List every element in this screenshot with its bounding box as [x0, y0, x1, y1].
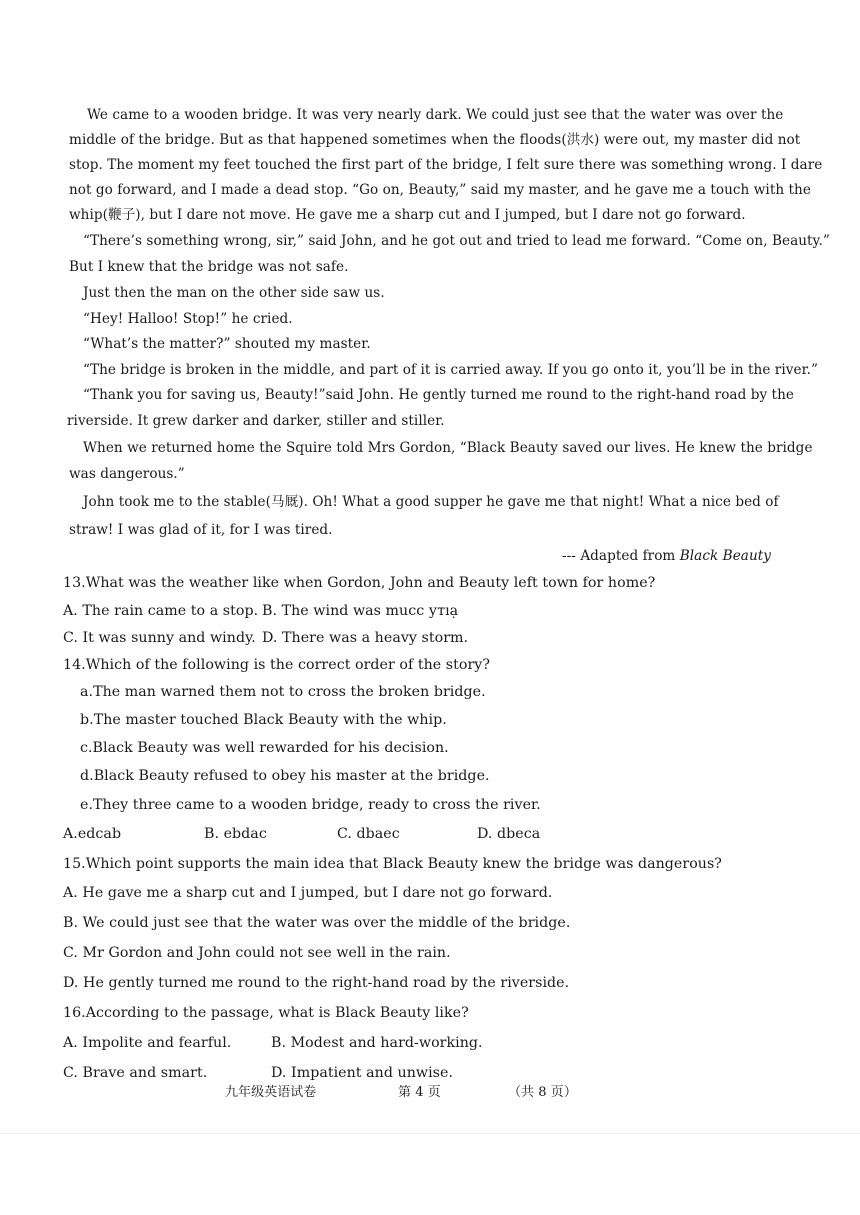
- question-14-event-b: b.The master touched Black Beauty with the whip.: [80, 712, 447, 728]
- question-16-option-d: D. Impatient and unwise.: [271, 1065, 453, 1081]
- question-16-option-c: C. Brave and smart.: [63, 1065, 208, 1081]
- question-13-option-c: C. It was sunny and windy.: [63, 630, 256, 646]
- passage-line: We came to a wooden bridge. It was very nearly dark. We could just see that the water was over the: [87, 107, 784, 123]
- question-13-option-b: B. The wind was mucс утıạ: [262, 603, 459, 619]
- question-15-option-a: A. He gave me a sharp cut and I jumped, but I dare not go forward.: [63, 885, 553, 901]
- question-14-option-d: D. dbeca: [477, 826, 541, 842]
- question-16-stem: 16.According to the passage, what is Black Beauty like?: [63, 1005, 469, 1021]
- passage-line: was dangerous.”: [69, 466, 185, 482]
- question-14-option-a: A.edcab: [63, 826, 122, 842]
- question-13-stem: 13.What was the weather like when Gordon, John and Beauty left town for home?: [63, 575, 656, 591]
- passage-line: “There’s something wrong, sir,” said John, and he got out and tried to lead me forward. “Come on, Beauty.”: [83, 233, 830, 249]
- question-15-stem: 15.Which point supports the main idea that Black Beauty knew the bridge was dangerous?: [63, 856, 722, 872]
- passage-line: “Hey! Halloo! Stop!” he cried.: [83, 311, 293, 327]
- question-14-event-e: e.They three came to a wooden bridge, ready to cross the river.: [80, 797, 541, 813]
- passage-line: When we returned home the Squire told Mrs Gordon, “Black Beauty saved our lives. He knew the bridge: [83, 440, 813, 456]
- question-15-option-c: C. Mr Gordon and John could not see well in the rain.: [63, 945, 451, 961]
- source-prefix: --- Adapted from: [562, 548, 680, 564]
- passage-line: “Thank you for saving us, Beauty!”said John. He gently turned me round to the right-hand road by the: [83, 387, 794, 403]
- question-14-option-b: B. ebdac: [204, 826, 267, 842]
- source-line: [562, 547, 771, 565]
- passage-line: John took me to the stable(马厩). Oh! What a good supper he gave me that night! What a nice bed of: [83, 494, 779, 510]
- passage-line: not go forward, and I made a dead stop. “Go on, Beauty,” said my master, and he gave me a touch with the: [69, 182, 811, 198]
- question-14-event-d: d.Black Beauty refused to obey his master at the bridge.: [80, 768, 490, 784]
- page-edge-divider: [0, 1133, 860, 1134]
- passage-line: “What’s the matter?” shouted my master.: [83, 336, 371, 352]
- question-14-event-a: a.The man warned them not to cross the broken bridge.: [80, 684, 486, 700]
- question-14-stem: 14.Which of the following is the correct order of the story?: [63, 657, 491, 673]
- question-15-option-d: D. He gently turned me round to the right-hand road by the riverside.: [63, 975, 570, 991]
- question-16-option-a: A. Impolite and fearful.: [63, 1035, 232, 1051]
- passage-line: middle of the bridge. But as that happened sometimes when the floods(洪水) were out, my master did not: [69, 132, 801, 148]
- question-14-event-c: c.Black Beauty was well rewarded for his decision.: [80, 740, 449, 756]
- question-14-option-c: C. dbaec: [337, 826, 400, 842]
- question-16-option-b: B. Modest and hard-working.: [271, 1035, 483, 1051]
- passage-line: Just then the man on the other side saw us.: [83, 285, 385, 301]
- question-13-option-a: A. The rain came to a stop.: [63, 603, 259, 619]
- passage-line: “The bridge is broken in the middle, and part of it is carried away. If you go onto it, you’ll be in the river.”: [83, 362, 819, 378]
- passage-line: But I knew that the bridge was not safe.: [69, 259, 349, 275]
- question-15-option-b: B. We could just see that the water was over the middle of the bridge.: [63, 915, 571, 931]
- passage-line: riverside. It grew darker and darker, stiller and stiller.: [67, 413, 445, 429]
- passage-line: straw! I was glad of it, for I was tired.: [69, 522, 333, 538]
- footer-exam-title: 九年级英语试卷: [225, 1085, 317, 1100]
- footer-total-pages: （共 8 页）: [508, 1085, 577, 1100]
- question-13-option-d: D. There was a heavy storm.: [262, 630, 469, 646]
- footer-page-number: 第 4 页: [398, 1085, 441, 1100]
- source-title: Black Beauty: [679, 548, 771, 564]
- passage-line: whip(鞭子), but I dare not move. He gave me a sharp cut and I jumped, but I dare not go forward.: [69, 207, 746, 223]
- passage-line: stop. The moment my feet touched the first part of the bridge, I felt sure there was something wrong. I dare: [69, 157, 823, 173]
